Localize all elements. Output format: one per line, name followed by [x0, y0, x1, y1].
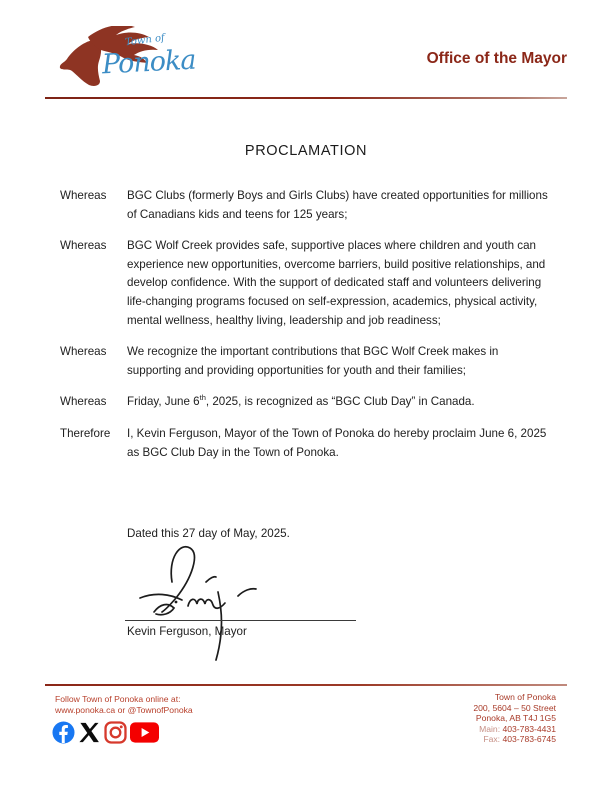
- header-divider-rule: [45, 97, 567, 99]
- whereas-label: Whereas: [60, 239, 107, 253]
- whereas-label: Whereas: [60, 395, 107, 409]
- logo-town-of-text: Town of: [124, 32, 166, 49]
- proclamation-body: [60, 187, 552, 475]
- x-twitter-icon: [78, 721, 101, 744]
- whereas-text: BGC Wolf Creek provides safe, supportive places where children and youth can experience new opportunities, overcome barriers, build positive relationships, and develop confidence. With the support of dedicated staff and volunteers delivering life-changing programs focused on self-expression, academics, physical activity, mental wellness, healthy living, leadership and job readiness;: [127, 239, 546, 327]
- footer-follow-block: [55, 694, 193, 716]
- whereas-text: Friday, June 6th, 2025, is recognized as “BGC Club Day” in Canada.: [127, 393, 475, 409]
- whereas-text: BGC Clubs (formerly Boys and Girls Clubs) have created opportunities for millions of Canadians kids and teens for 125 years;: [127, 189, 548, 221]
- footer-fax-phone: [473, 734, 556, 745]
- footer-address-block: [473, 692, 556, 745]
- footer-org-name: Town of Ponoka: [494, 692, 556, 702]
- therefore-label: Therefore: [60, 426, 111, 440]
- footer-main-phone: [473, 724, 556, 735]
- whereas-label: Whereas: [60, 189, 107, 202]
- facebook-icon: [52, 721, 75, 744]
- footer-street: 200, 5604 – 50 Street: [473, 702, 556, 713]
- social-icons-row: [52, 721, 159, 744]
- proclamation-title: PROCLAMATION: [244, 143, 368, 159]
- youtube-icon: [130, 722, 159, 743]
- whereas-label: Whereas: [60, 345, 107, 359]
- footer-follow-line2: www.ponoka.ca or @TownofPonoka: [55, 705, 193, 715]
- footer-city: Ponoka, AB T4J 1G5: [475, 713, 556, 724]
- ordinal-superscript: th: [199, 393, 206, 403]
- signature-line: [125, 620, 356, 621]
- whereas-row-1: [60, 187, 552, 224]
- whereas-row-2: [60, 237, 552, 330]
- whereas-row-4: [60, 393, 552, 412]
- instagram-icon: [104, 721, 127, 744]
- fax-label: Fax:: [483, 734, 501, 745]
- footer-divider-rule: [45, 684, 567, 686]
- office-of-the-mayor-title: Office of the Mayor: [426, 50, 567, 67]
- logo-ponoka-text: Ponoka: [101, 44, 197, 81]
- footer-follow-line1: Follow Town of Ponoka online at:: [55, 694, 181, 704]
- fax-number: 403-783-6745: [502, 734, 556, 745]
- main-phone-label: Main:: [479, 723, 501, 734]
- dated-line: Dated this 27 day of May, 2025.: [127, 527, 290, 540]
- therefore-row: [60, 425, 552, 462]
- mayor-signature-image: [110, 540, 330, 668]
- town-of-ponoka-logo: [55, 26, 205, 88]
- whereas-row-3: [60, 343, 552, 380]
- therefore-text: I, Kevin Ferguson, Mayor of the Town of Ponoka do hereby proclaim June 6, 2025 as BGC Club Day in the Town of Ponoka.: [127, 426, 547, 459]
- whereas-text: We recognize the important contributions that BGC Wolf Creek makes in supporting and providing opportunities for youth and their families;: [127, 345, 499, 377]
- signatory-name: Kevin Ferguson, Mayor: [127, 625, 247, 638]
- main-phone-number: 403-783-4431: [502, 723, 556, 734]
